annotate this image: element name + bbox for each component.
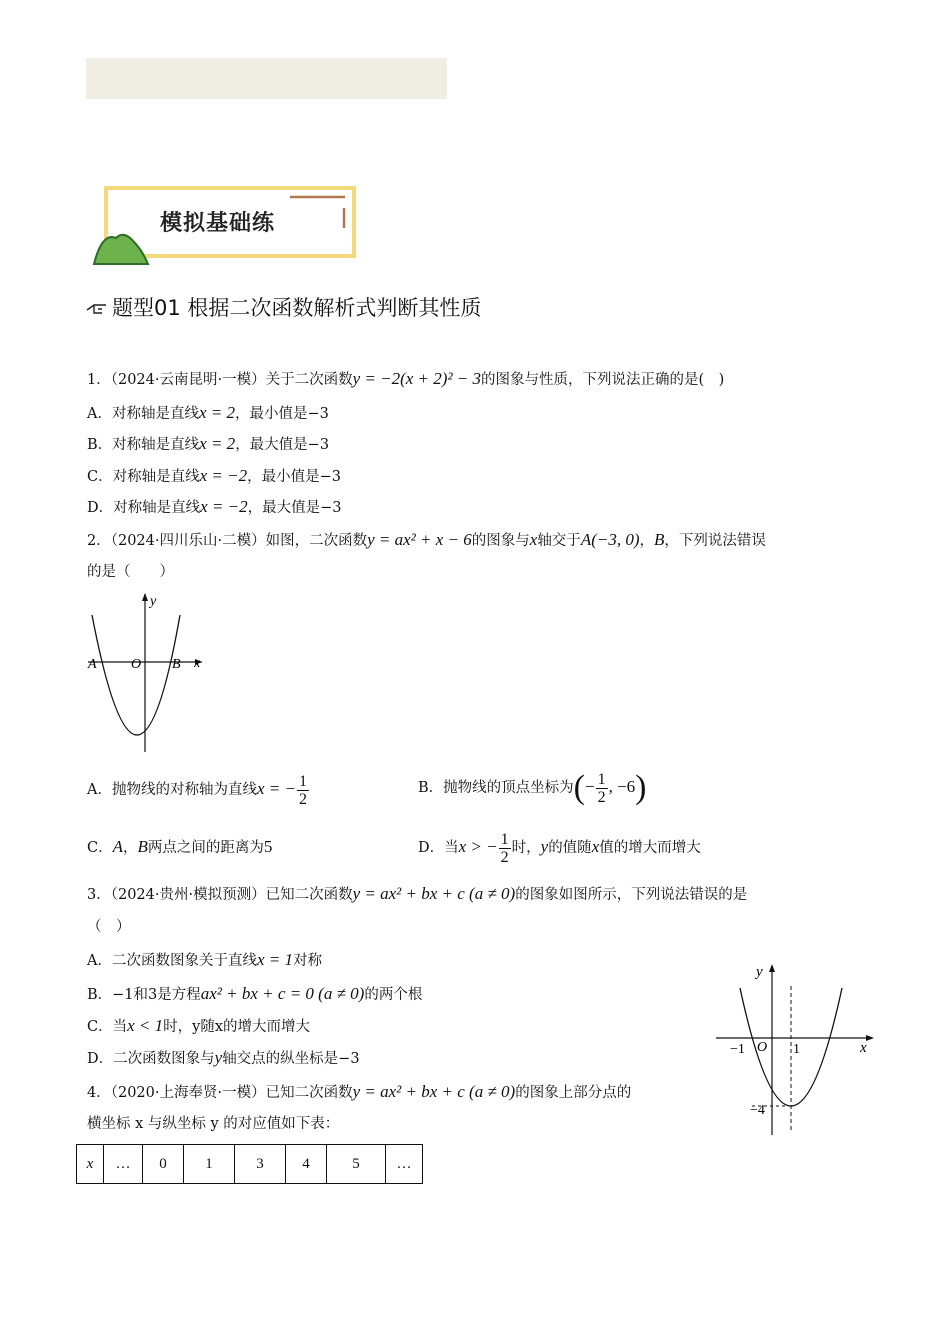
header-bar xyxy=(86,58,447,99)
hill-icon xyxy=(94,235,148,264)
svg-text:B: B xyxy=(172,657,181,672)
table-cell: … xyxy=(104,1145,143,1184)
svg-text:x: x xyxy=(860,1040,867,1056)
table-cell: x xyxy=(77,1145,104,1184)
svg-text:A: A xyxy=(88,657,97,672)
table-cell: 3 xyxy=(235,1145,286,1184)
svg-text:−4: −4 xyxy=(750,1103,765,1118)
q3-option-a[interactable]: A．二次函数图象关于直线x = 1对称 xyxy=(87,950,323,969)
q3-graph xyxy=(712,960,880,1140)
table-cell: 0 xyxy=(143,1145,184,1184)
q3-stem: 3．（2024·贵州·模拟预测）已知二次函数y = ax² + bx + c (a ≠ 0)的图象如图所示，下列说法错误的是 xyxy=(87,884,748,903)
table-cell: 1 xyxy=(184,1145,235,1184)
q2-option-c[interactable]: C．A，B两点之间的距离为5 xyxy=(87,837,273,856)
svg-text:x: x xyxy=(194,656,201,671)
table-cell: 5 xyxy=(327,1145,386,1184)
table-cell: … xyxy=(386,1145,423,1184)
q2-option-d[interactable]: D．当x > − $\frac{1}{2}$ 时，y的值随x值的增大而增大 xyxy=(418,830,701,866)
q2-option-b[interactable]: B．抛物线的顶点坐标为(− $\frac{1}{2}$ , −6) xyxy=(418,769,647,806)
q4-stem: 4．（2020·上海奉贤·一模）已知二次函数y = ax² + bx + c (a ≠ 0)的图象上部分点的 xyxy=(87,1082,632,1101)
svg-text:y: y xyxy=(756,964,763,980)
q3-option-d[interactable]: D．二次函数图象与y轴交点的纵坐标是−3 xyxy=(87,1048,360,1067)
q1-option-a[interactable]: A．对称轴是直线x = 2，最小值是−3 xyxy=(87,403,329,422)
q4-stem-line2: 横坐标 x 与纵坐标 y 的对应值如下表： xyxy=(87,1116,340,1132)
svg-text:O: O xyxy=(757,1040,768,1055)
table-row xyxy=(77,1145,423,1184)
q3-stem-line2: （ ） xyxy=(87,919,131,935)
section-title: 题型01 根据二次函数解析式判断其性质 xyxy=(86,292,481,322)
svg-text:−1: −1 xyxy=(730,1042,745,1057)
q2-stem: 2．（2024·四川乐山·二模）如图，二次函数y = ax² + x − 6的图象与x轴交于A(−3, 0)，B，下列说法错误 xyxy=(87,530,766,549)
svg-text:y: y xyxy=(150,594,157,609)
q3-option-c[interactable]: C．当x < 1时，y随x的增大而增大 xyxy=(87,1016,311,1035)
q1-option-d[interactable]: D．对称轴是直线x = −2，最大值是−3 xyxy=(87,497,342,516)
q2-option-a[interactable]: A．抛物线的对称轴为直线x = − $\frac{1}{2}$ xyxy=(87,772,307,808)
value-table xyxy=(76,1144,423,1184)
svg-text:O: O xyxy=(131,657,142,672)
svg-text:1: 1 xyxy=(793,1042,800,1057)
q3-option-b[interactable]: B．−1和3是方程ax² + bx + c = 0 (a ≠ 0)的两个根 xyxy=(87,984,423,1003)
banner-title: 模拟基础练 xyxy=(160,211,276,236)
q2-stem-line2: 的是（ ） xyxy=(87,564,174,580)
q1-option-b[interactable]: B．对称轴是直线x = 2，最大值是−3 xyxy=(87,434,330,453)
table-cell: 4 xyxy=(286,1145,327,1184)
q1-option-c[interactable]: C．对称轴是直线x = −2，最小值是−3 xyxy=(87,466,341,485)
q2-graph xyxy=(84,590,209,760)
q1-stem: 1．（2024·云南昆明·一模）关于二次函数y = −2(x + 2)² − 3的图象与性质，下列说法正确的是( ) xyxy=(87,369,725,388)
pointing-hand-icon xyxy=(86,299,108,315)
